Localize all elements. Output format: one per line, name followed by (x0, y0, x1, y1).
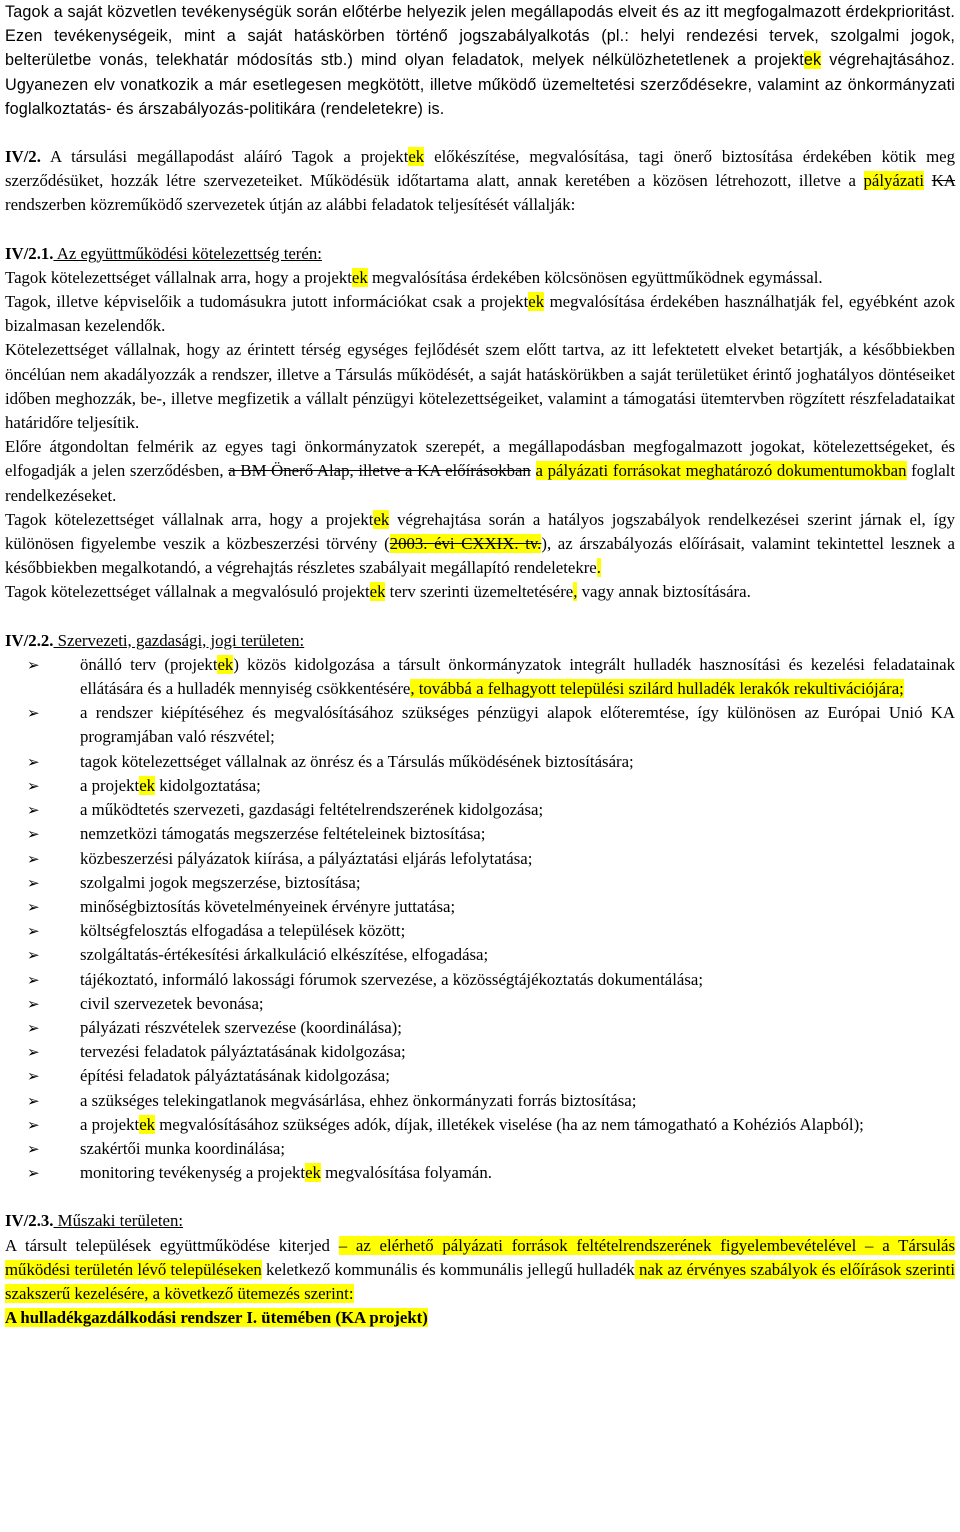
text-run: kidolgoztatása; (155, 775, 261, 795)
arrow-bullet-icon: ➢ (27, 1164, 40, 1183)
arrow-bullet-icon: ➢ (27, 776, 40, 795)
text-run: a rendszer kiépítéséhez és megvalósításához szükséges pénzügyi alapok előteremtése, így különösen az Európai Unió KA programjában való részvétel; (80, 703, 955, 747)
list-item (27, 1040, 955, 1064)
text-run: megvalósításához szükséges adók, díjak, illetékek viselése (ha az nem támogatható a Kohéziós Alapból); (155, 1114, 864, 1134)
arrow-bullet-icon: ➢ (27, 801, 40, 820)
list-item (27, 1016, 955, 1040)
blank-line (5, 121, 955, 145)
text-run: nemzetközi támogatás megszerzése feltételeinek biztosítása; (80, 824, 486, 844)
text-run: Műszaki területen: (53, 1211, 184, 1231)
text-run: a projekt (80, 1114, 140, 1134)
list-item (27, 968, 955, 992)
text-run: foglalt rendelkezéseket. (5, 461, 955, 505)
blank-line (5, 1185, 955, 1209)
text-run: ek (139, 775, 156, 795)
paragraph (5, 580, 955, 604)
text-run: nak az érvényes szabályok és előírások szerinti szakszerű kezelésére, a következő ütemezés szerint: (5, 1259, 955, 1303)
text-run: a működtetés szervezeti, gazdasági feltételrendszerének kidolgozása; (80, 800, 544, 820)
text-run: monitoring tevékenység a projekt (80, 1163, 306, 1183)
text-run: Tagok, illetve képviselőik a tudomásukra jutott információkat csak a projekt (5, 292, 529, 312)
text-run: Tagok kötelezettséget vállalnak arra, hogy a projekt (5, 267, 352, 287)
text-run: ), az árszabályozás előírásait, valamint tekintettel lesznek a későbbiekben megalkotandó, a végrehajtás részletes szabályait megállapító rendeletekre (5, 534, 955, 578)
text-run: a projekt (80, 775, 140, 795)
text-run: szakértői munka koordinálása; (80, 1138, 286, 1158)
blank-line (5, 218, 955, 242)
paragraph (5, 266, 955, 290)
arrow-bullet-icon: ➢ (27, 873, 40, 892)
text-run: Az együttműködési kötelezettség terén: (53, 243, 322, 263)
paragraph (5, 290, 955, 338)
list-item (27, 701, 955, 749)
text-run: . (596, 558, 601, 578)
list-item (27, 919, 955, 943)
paragraph (5, 338, 955, 435)
text-run (924, 171, 932, 190)
arrow-bullet-icon: ➢ (27, 1043, 40, 1062)
text-run: a pályázati forrásokat meghatározó dokumentumokban (535, 461, 907, 481)
text-run: ) közös kidolgozása a társult önkormányzatok integrált hulladék hasznosítási és kezelési feladatainak ellátására és a hulladék mennyiség csökkentésére (80, 654, 955, 699)
text-run: IV/2. (5, 147, 41, 167)
text-run: IV/2.3. (5, 1211, 54, 1231)
text-run: , továbbá a felhagyott települési szilárd hulladék lerakók rekultivációjára; (410, 679, 904, 699)
text-run: minőségbiztosítás követelményeinek érvényre juttatása; (80, 896, 456, 916)
text-run: a BM Önerő Alap, illetve a KA előírásokban (228, 461, 531, 481)
paragraph (5, 1234, 955, 1307)
paragraph (5, 242, 955, 266)
list-item (27, 653, 955, 701)
text-run: szolgáltatás-értékesítési árkalkuláció elkészítése, elfogadása; (80, 945, 489, 965)
arrow-bullet-icon: ➢ (27, 752, 40, 771)
arrow-bullet-icon: ➢ (27, 1115, 40, 1134)
text-run: ek (351, 267, 368, 287)
list-item (27, 847, 955, 871)
text-run: ek (803, 51, 822, 70)
text-run: IV/2.1. (5, 243, 54, 263)
text-run: megvalósítása érdekében kölcsönösen együttműködnek egymással. (367, 267, 823, 287)
list-item (27, 750, 955, 774)
list-item (27, 1137, 955, 1161)
list-item (27, 1089, 955, 1113)
text-run: Tagok kötelezettséget vállalnak a megvalósuló projekt (5, 582, 370, 602)
text-run: Kötelezettséget vállalnak, hogy az érintett térség egységes fejlődését szem előtt tartva, az itt lefektetett elveket betartják, a későbbiekben öncélúan nem akadályozzák a rendszer, illetve a Társulás működését, a saját hatáskörükben a saját területüket érintő joghatályos döntéseiket időben meghozzák, be-, illetve megfizetik a vállalt pénzügyi kötelezettségeiket, valamint a támogatási ütemtervben rögzített részfeladataikat határidőre teljesítik. (5, 340, 955, 433)
text-run: A hulladékgazdálkodási rendszer I. ütemében (KA projekt) (5, 1308, 428, 1328)
text-run: IV/2.2. (5, 630, 54, 650)
paragraph (5, 145, 955, 218)
text-run: a szükséges telekingatlanok megvásárlása, ehhez önkormányzati forrás biztosítása; (80, 1090, 637, 1110)
list-item (27, 1161, 955, 1185)
list-item (27, 895, 955, 919)
text-run: tagok kötelezettséget vállalnak az önrész és a Társulás működésének biztosítására; (80, 751, 634, 771)
text-run: szolgalmi jogok megszerzése, biztosítása; (80, 872, 361, 892)
text-run: ek (217, 654, 234, 674)
paragraph (5, 1209, 955, 1233)
arrow-bullet-icon: ➢ (27, 849, 40, 868)
task-list (5, 653, 955, 1185)
text-run: keletkező kommunális és kommunális jellegű hulladék (261, 1259, 635, 1279)
list-item (27, 992, 955, 1016)
paragraph (5, 508, 955, 581)
arrow-bullet-icon: ➢ (27, 1067, 40, 1086)
text-run: KA (931, 171, 955, 191)
arrow-bullet-icon: ➢ (27, 922, 40, 941)
blank-line (5, 605, 955, 629)
paragraph (5, 629, 955, 653)
text-run: , (573, 582, 578, 602)
list-item (27, 822, 955, 846)
text-run: ek (369, 582, 386, 602)
text-run: ek (528, 292, 545, 312)
text-run: megvalósítása érdekében használhatják fel, egyébként azok bizalmasan kezelendők. (5, 292, 955, 336)
text-run: végrehajtásához. (821, 51, 955, 70)
text-run: – az elérhető pályázati források feltételrendszerének figyelembevételével – a Társulás működési területén lévő településeken (5, 1235, 955, 1279)
paragraph (5, 435, 955, 508)
arrow-bullet-icon: ➢ (27, 704, 40, 723)
text-run: vagy annak biztosítására. (577, 582, 751, 602)
list-item (27, 1113, 955, 1137)
text-run: Szervezeti, gazdasági, jogi területen: (53, 630, 305, 650)
list-item (27, 798, 955, 822)
arrow-bullet-icon: ➢ (27, 970, 40, 989)
arrow-bullet-icon: ➢ (27, 1018, 40, 1037)
list-item (27, 774, 955, 798)
text-run: építési feladatok pályáztatásának kidolgozása; (80, 1066, 390, 1086)
text-run: Tagok a saját közvetlen tevékenységük során előtérbe helyezik jelen megállapodás elveit és az itt megfogalmazott érdekprioritást. Ezen tevékenységeik, mint a saját hatáskörben történő jogszabályalkotás (pl.: helyi rendezési tervek, szolgalmi jogok, belterületbe vonás, telekhatár módosítás stb.) mind olyan feladatok, melyek nélkülözhetetlenek a projekt (5, 3, 955, 70)
text-run: közbeszerzési pályázatok kiírása, a pályáztatási eljárás lefolytatása; (80, 848, 533, 868)
text-run: tájékoztató, informáló lakossági fórumok szervezése, a közösségtájékoztatás dokumentálása; (80, 969, 704, 989)
arrow-bullet-icon: ➢ (27, 946, 40, 965)
paragraph (5, 1306, 955, 1330)
text-run: előkészítése, megvalósítása, tagi önerő biztosítása érdekében kötik meg szerződésüket, hozzák létre szervezeteiket. Működésük időtartama alatt, annak keretében a közösen létrehozott, illetve a (5, 147, 955, 191)
text-run: ek (139, 1114, 156, 1134)
text-run: tervezési feladatok pályáztatásának kidolgozása; (80, 1042, 406, 1062)
text-run (531, 461, 536, 480)
text-run: A társult települések együttműködése kiterjed (5, 1235, 339, 1255)
text-run: önálló terv (projekt (80, 654, 218, 674)
text-run: végrehajtása során a hatályos jogszabályok rendelkezései szerint járnak el, így különösen figyelembe veszik a közbeszerzési törvény ( (5, 509, 955, 554)
text-run: Tagok kötelezettséget vállalnak arra, hogy a projekt (5, 509, 374, 529)
list-item (27, 943, 955, 967)
text-run: Ugyanezen elv vonatkozik a már esetlegesen megkötött, illetve működő üzemeltetési szerződésekre, valamint az önkormányzati foglalkoztatás- és árszabályozás-politikára (rendeletekre) is. (5, 75, 955, 118)
text-run: terv szerinti üzemeltetésére (385, 582, 574, 602)
text-run: ek (373, 509, 390, 529)
text-run: költségfelosztás elfogadása a települések között; (80, 921, 406, 941)
text-run: A társulási megállapodást aláíró Tagok a projekt (40, 147, 409, 167)
text-run: civil szervezetek bevonása; (80, 993, 264, 1013)
arrow-bullet-icon: ➢ (27, 1139, 40, 1158)
text-run: ek (408, 147, 425, 167)
text-run: Előre átgondoltan felmérik az egyes tagi önkormányzatok szerepét, a megállapodásban megfogalmazott jogokat, kötelezettségeket, és elfogadják a jelen szerződésben, (5, 437, 955, 481)
list-item (27, 871, 955, 895)
text-run: rendszerben közreműködő szervezetek útján az alábbi feladatok teljesítését vállalják: (5, 195, 576, 215)
arrow-bullet-icon: ➢ (27, 1091, 40, 1110)
text-run: pályázati részvételek szervezése (koordinálása); (80, 1017, 402, 1037)
arrow-bullet-icon: ➢ (27, 655, 40, 674)
list-item (27, 1064, 955, 1088)
text-run: megvalósítása folyamán. (320, 1163, 492, 1183)
arrow-bullet-icon: ➢ (27, 994, 40, 1013)
text-run: ek (305, 1163, 321, 1183)
arrow-bullet-icon: ➢ (27, 897, 40, 916)
paragraph (5, 0, 955, 121)
text-run: pályázati (863, 171, 925, 191)
arrow-bullet-icon: ➢ (27, 825, 40, 844)
text-run: 2003. évi CXXIX. tv. (389, 534, 542, 554)
